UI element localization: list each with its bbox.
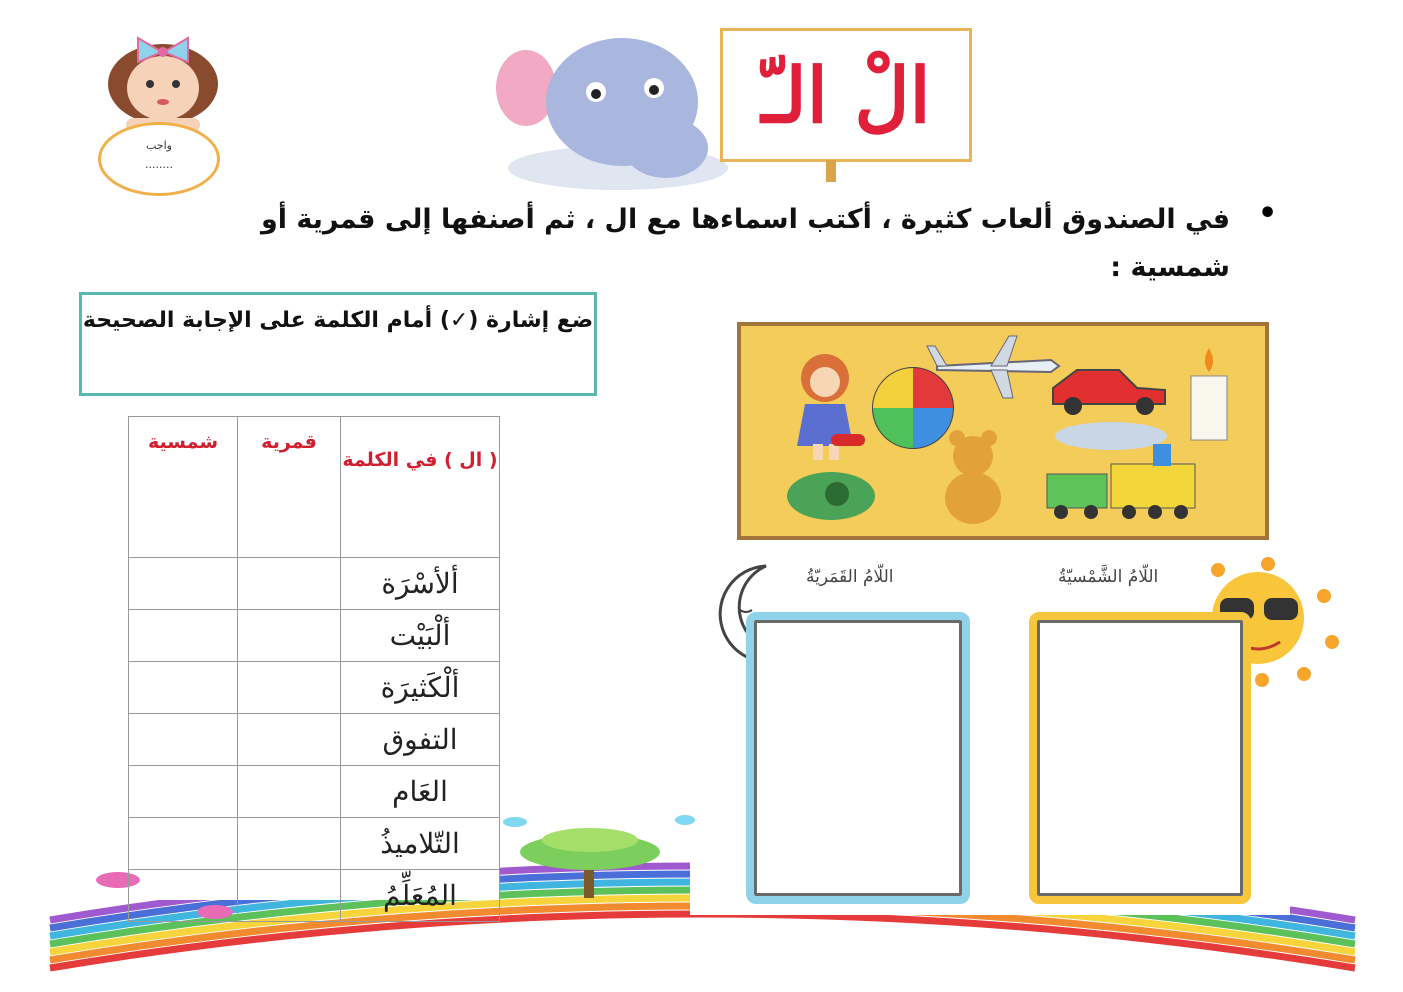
elephant-icon: [496, 28, 736, 196]
ball-icon: [873, 368, 953, 448]
moon-check-cell[interactable]: [238, 714, 341, 766]
word-cell: التّلاميذُ: [341, 818, 500, 870]
table-row: [129, 818, 500, 870]
moon-words-box[interactable]: [746, 612, 970, 904]
word-cell: المُعَلِّمُ: [341, 870, 500, 922]
sun-check-cell[interactable]: [129, 818, 238, 870]
table-header-row: [129, 417, 500, 558]
bubble-title: واجب: [146, 139, 172, 152]
tick-instruction-box: ضع إشارة (✓) أمام الكلمة على الإجابة الصحيحة: [79, 292, 597, 396]
word-cell: ألْكَثيرَة: [341, 662, 500, 714]
moon-check-cell[interactable]: [238, 870, 341, 922]
candle-icon: [1191, 348, 1227, 440]
header-word: ( ال ) في الكلمة: [341, 417, 500, 558]
classification-table: [128, 416, 500, 922]
table-row: [129, 558, 500, 610]
train-icon: [1047, 422, 1195, 519]
instruction-bullet: •: [1258, 196, 1278, 231]
header-moon: قمرية: [238, 417, 341, 558]
sun-check-cell[interactable]: [129, 662, 238, 714]
sun-check-cell[interactable]: [129, 610, 238, 662]
table-row: [129, 662, 500, 714]
doll-icon: [797, 354, 865, 460]
word-cell: ألْبَيْت: [341, 610, 500, 662]
header-sun: شمسية: [129, 417, 238, 558]
sun-label: اللّامُ الشَّمْسيّةُ: [1058, 567, 1159, 587]
homework-bubble: [98, 122, 220, 196]
table-row: [129, 714, 500, 766]
sun-check-cell[interactable]: [129, 766, 238, 818]
moon-check-cell[interactable]: [238, 766, 341, 818]
sun-check-cell[interactable]: [129, 870, 238, 922]
sun-check-cell[interactable]: [129, 558, 238, 610]
table-row: [129, 610, 500, 662]
moon-check-cell[interactable]: [238, 662, 341, 714]
moon-label: اللّامُ القَمَريّةُ: [806, 567, 894, 587]
table-row: [129, 766, 500, 818]
word-cell: ألأسْرَة: [341, 558, 500, 610]
phone-icon: [787, 472, 875, 520]
toy-box: [737, 322, 1269, 540]
sun-words-box[interactable]: [1029, 612, 1251, 904]
instruction-text: في الصندوق ألعاب كثيرة ، أكتب اسماءها مع ال ، ثم أصنفها إلى قمرية أو شمسية :: [260, 204, 1230, 283]
car-icon: [1053, 370, 1165, 415]
moon-check-cell[interactable]: [238, 558, 341, 610]
header-letters: الْ الـّ: [761, 50, 931, 140]
table-row: [129, 870, 500, 922]
word-cell: التفوق: [341, 714, 500, 766]
moon-check-cell[interactable]: [238, 610, 341, 662]
sign-pole: [826, 160, 836, 182]
sun-check-cell[interactable]: [129, 714, 238, 766]
bubble-dots: ........: [145, 158, 173, 171]
word-cell: العَام: [341, 766, 500, 818]
letters-sign: [720, 28, 972, 162]
teddy-bear-icon: [945, 430, 1001, 524]
moon-check-cell[interactable]: [238, 818, 341, 870]
girl-icon: [98, 26, 228, 136]
